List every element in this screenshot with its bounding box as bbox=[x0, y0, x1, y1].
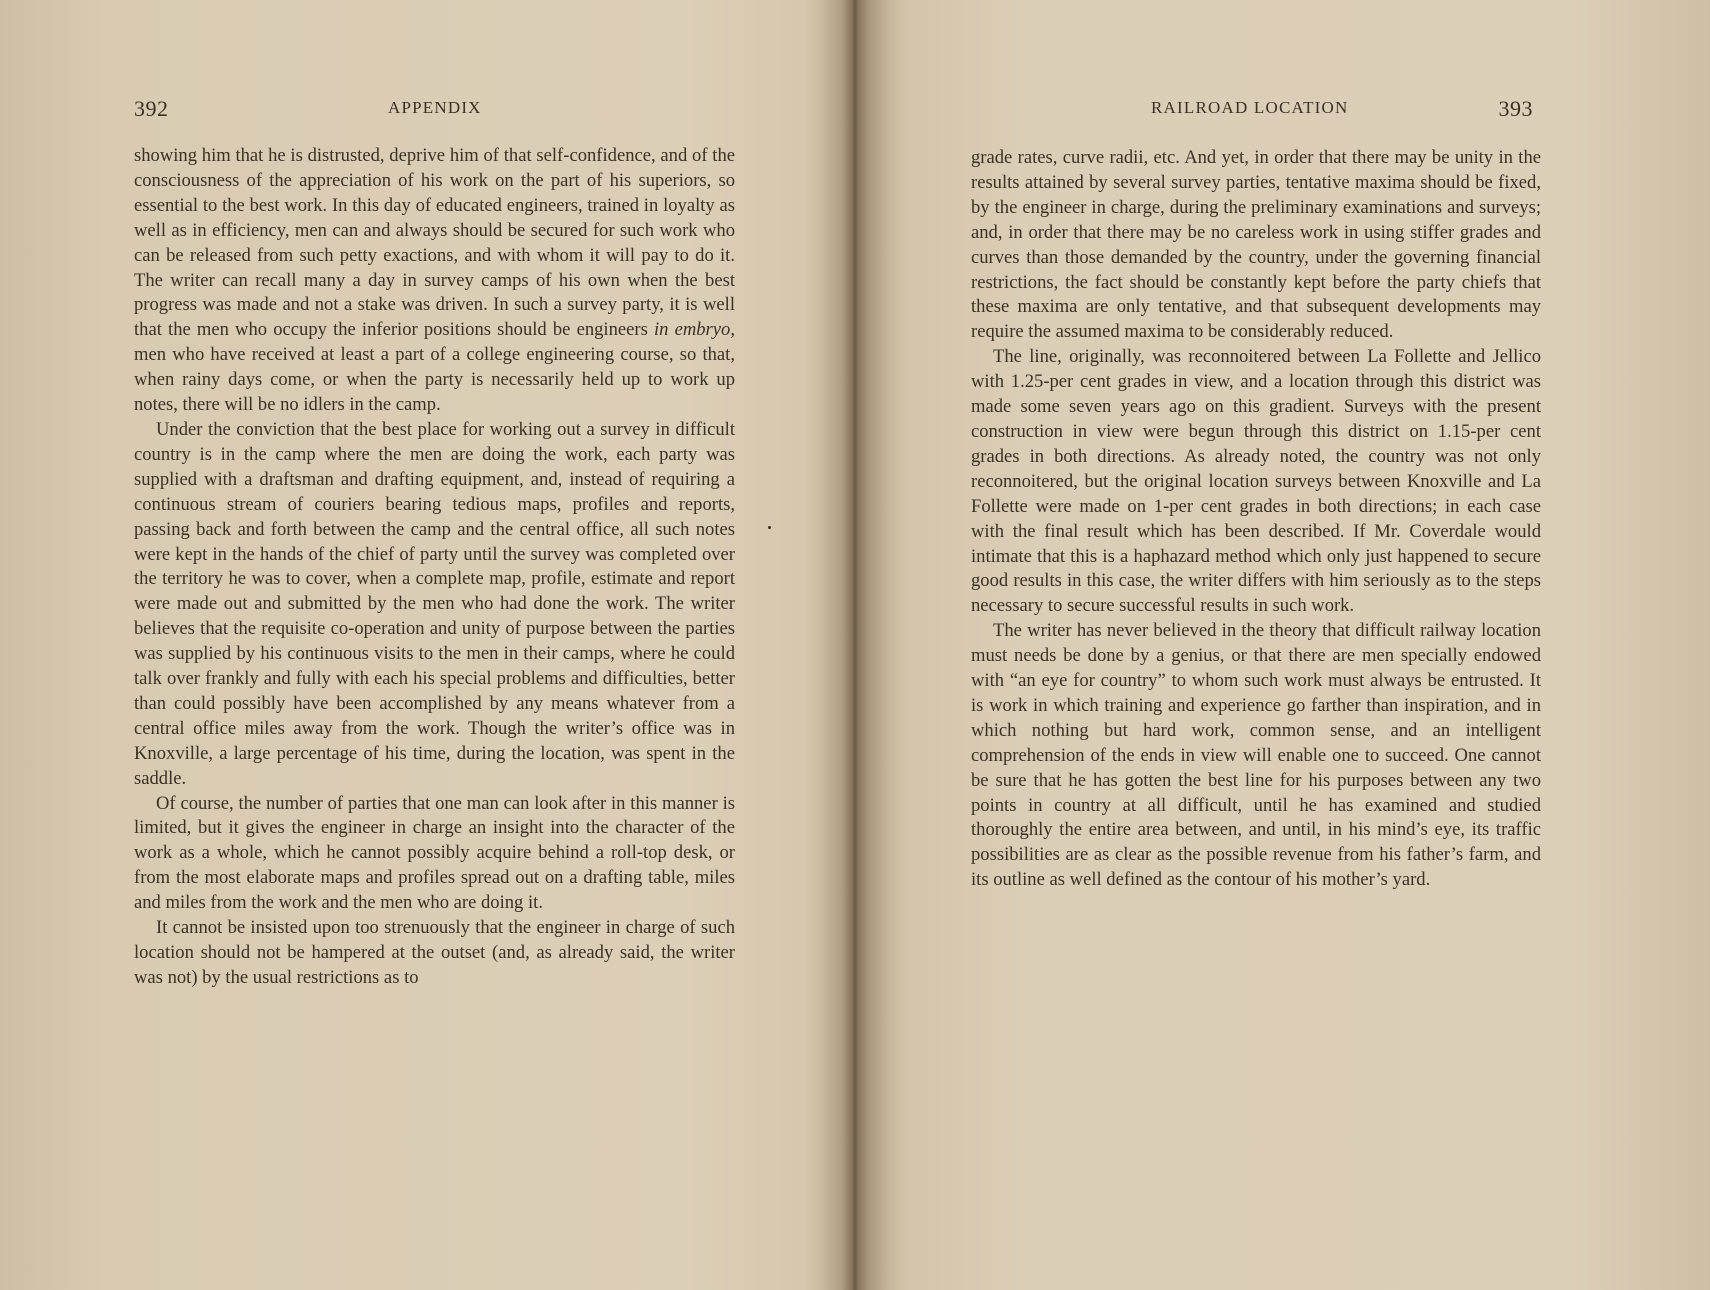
left-paragraph-1-italic: in embryo, bbox=[653, 319, 735, 341]
right-paragraph-2: The line, originally, was reconnoitered between La Follette and Jellico with 1.25-per cent grades in view, and a location through this district was made some seven years ago on this gradient. Surveys with the present construction in view were begun through this district on 1.15-per cent grades in both directions. As already noted, the country was not only reconnoitered, but the original location surveys between Knoxville and La Follette were made on 1-per cent grades in both directions; in each case with the final result which has been described. If Mr. Coverdale would intimate that this is a haphazard method which only just happened to secure good results in this case, the writer differs with him seriously as to the steps necessary to secure successful results in such work. bbox=[971, 346, 1541, 617]
left-paragraph-2: Under the conviction that the best place for working out a survey in difficult country is in the camp where the men are doing the work, each party was supplied with a draftsman and drafting equipment, and, instead of requiring a continuous stream of couriers bearing tedious maps, profiles and reports, passing back and forth between the camp and the central office, all such notes were kept in the hands of the chief of party until the survey was completed over the territory he was to cover, when a complete map, profile, estimate and report were made out and submitted by the men who had done the work. The writer believes that the requisite co-operation and unity of purpose between the parties was supplied by his continuous visits to the men in their camps, where he could talk over frankly and fully with each his special problems and difficulties, better than could possibly have been accomplished by any means whatever from a central office miles away from the work. Though the writer’s office was in Knoxville, a large percentage of his time, during the location, was spent in the saddle. bbox=[134, 418, 735, 789]
left-paragraph-1-text-continued: men who have received at least a part of a college engineering course, so that, when rainy days come, or when the party is necessarily held up to work up notes, there will be no idlers in the camp. bbox=[134, 344, 735, 416]
right-paragraph-3: The writer has never believed in the theory that difficult railway location must needs be done by a genius, or that there are men specially endowed with “an eye for country” to whom such work must always be entrusted. It is work in which training and experience go farther than inspiration, and in which nothing but hard work, common sense, and an intelligent comprehension of the ends in view will enable one to succeed. One cannot be sure that he has gotten the best line for his purposes between any two points in country at all difficult, until he has examined and studied thoroughly the entire area between, and until, in his mind’s eye, its traffic possibilities are as clear as the possible revenue from his father’s farm, and its outline as well defined as the contour of his mother’s yard. bbox=[971, 620, 1541, 891]
left-paragraph-1 bbox=[134, 144, 735, 418]
left-page-header bbox=[134, 96, 735, 126]
right-page-body bbox=[971, 146, 1541, 893]
right-paragraph-1: grade rates, curve radii, etc. And yet, in order that there may be unity in the results attained by several survey parties, tentative maxima should be fixed, by the engineer in charge, during the preliminary examinations and surveys; and, in order that there may be no careless work in using stiffer grades and curves than those demanded by the country, under the governing financial restrictions, the fact should be constantly kept before the party chiefs that these maxima are only tentative, and that subsequent developments may require the assumed maxima to be considerably reduced. bbox=[971, 147, 1541, 343]
left-paragraph-3: Of course, the number of parties that one man can look after in this manner is limited, but it gives the engineer in charge an insight into the character of the work as a whole, which he cannot possibly acquire behind a roll-top desk, or from the most elaborate maps and profiles spread out on a drafting table, miles and miles from the work and the men who are doing it. bbox=[134, 792, 735, 914]
left-paragraph-4: It cannot be insisted upon too strenuously that the engineer in charge of such location should not be hampered at the outset (and, as already said, the writer was not) by the usual restrictions as to bbox=[134, 917, 735, 988]
right-page bbox=[855, 0, 1710, 1290]
right-page-number: 393 bbox=[1498, 96, 1533, 121]
left-page-body bbox=[134, 144, 735, 991]
left-running-head: APPENDIX bbox=[388, 98, 482, 117]
left-paragraph-1-text: showing him that he is distrusted, deprive him of that self-confidence, and of the consciousness of the appreciation of his work on the part of his superiors, so essential to the best work. In this day of educated engineers, trained in loyalty as well as in efficiency, men can and always should be secured for such work who can be released from such petty exactions, and with whom it will pay to do it. The writer can recall many a day in survey camps of his own when the best progress was made and not a stake was driven. In such a survey party, it is well that the men who occupy the inferior positions should be engineers bbox=[134, 145, 735, 341]
page-speck bbox=[768, 526, 771, 529]
right-running-head: RAILROAD LOCATION bbox=[1151, 98, 1349, 117]
left-page-number: 392 bbox=[134, 96, 169, 121]
right-page-header bbox=[971, 96, 1533, 126]
